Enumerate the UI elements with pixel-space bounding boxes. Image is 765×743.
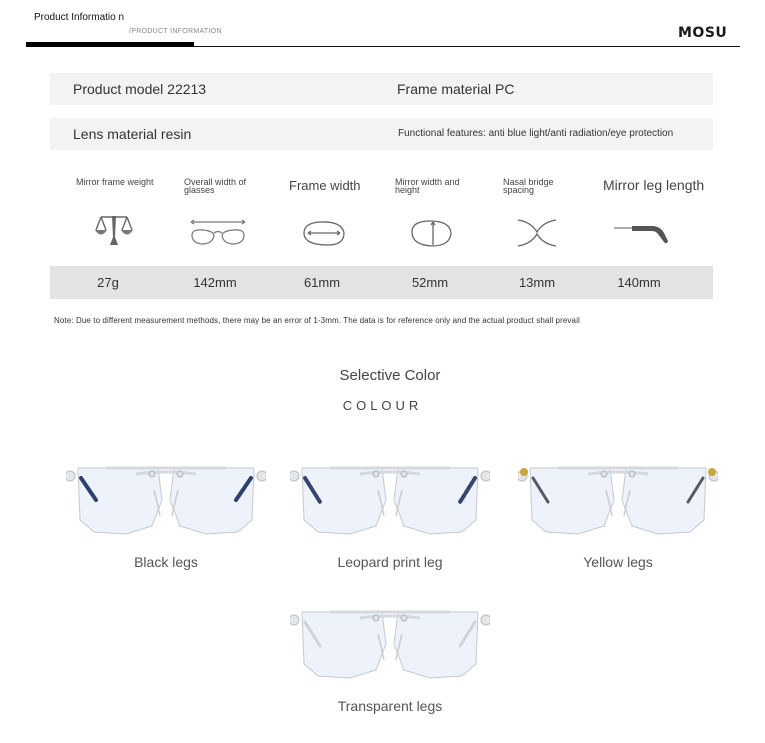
colour-option-transparent-legs[interactable]: [280, 604, 500, 714]
nose-bridge-icon: [515, 213, 559, 249]
lens-height-icon: [408, 213, 456, 249]
spec-values-bar: [50, 266, 713, 299]
colour-label: Yellow legs: [583, 554, 653, 570]
section-title: Selective Color: [339, 367, 441, 384]
spec-label-bridge: Nasal bridge spacing: [503, 177, 554, 195]
colour-label: Transparent legs: [337, 698, 443, 714]
frame-material: Frame material PC: [397, 81, 515, 97]
spec-value-lens-height: 52mm: [411, 275, 449, 290]
lens-material: Lens material resin: [73, 126, 192, 142]
spec-label-frame-width: Frame width: [289, 178, 361, 193]
header-subtitle: /PRODUCT INFORMATION: [129, 28, 222, 35]
glasses-leopard-legs-image: [290, 460, 490, 540]
section-subtitle: COLOUR: [342, 398, 423, 413]
glasses-transparent-legs-image: [290, 604, 490, 684]
temple-arm-icon: [612, 213, 672, 249]
colour-option-yellow-legs[interactable]: [508, 460, 728, 570]
glasses-yellow-legs-image: [518, 460, 718, 540]
colour-label: Leopard print leg: [337, 554, 443, 570]
colour-label: Black legs: [134, 554, 198, 570]
spec-label-overall-width: Overall width of glasses: [184, 177, 247, 195]
header-title: Product Informatio n: [34, 12, 125, 23]
functional-features: Functional features: anti blue light/anti radiation/eye protection: [398, 128, 674, 139]
product-model: Product model 22213: [73, 81, 207, 97]
header-accent-bar: [26, 42, 194, 47]
spec-value-weight: 27g: [97, 275, 119, 290]
spec-label-leg-length: Mirror leg length: [603, 177, 705, 193]
info-row: [50, 118, 713, 150]
spec-value-bridge: 13mm: [518, 275, 556, 290]
spec-label-lens-height: Mirror width and height: [395, 177, 460, 195]
spec-value-overall-width: 142mm: [193, 275, 237, 290]
colour-option-leopard-print-leg[interactable]: [280, 460, 500, 570]
spec-value-frame-width: 61mm: [303, 275, 341, 290]
lens-width-icon: [300, 213, 350, 249]
spec-label-weight: Mirror frame weight: [76, 177, 154, 187]
glasses-width-icon: [188, 213, 248, 249]
measurement-note: Note: Due to different measurement methods, there may be an error of 1-3mm. The data is for reference only and the actual product shall prevail: [54, 316, 580, 325]
info-row: [50, 73, 713, 105]
colour-option-black-legs[interactable]: [56, 460, 276, 570]
spec-value-leg-length: 140mm: [617, 275, 661, 290]
scale-icon: [93, 213, 135, 249]
brand-logo: MOSU: [678, 25, 728, 41]
header-divider: [194, 46, 740, 47]
glasses-black-legs-image: [66, 460, 266, 540]
